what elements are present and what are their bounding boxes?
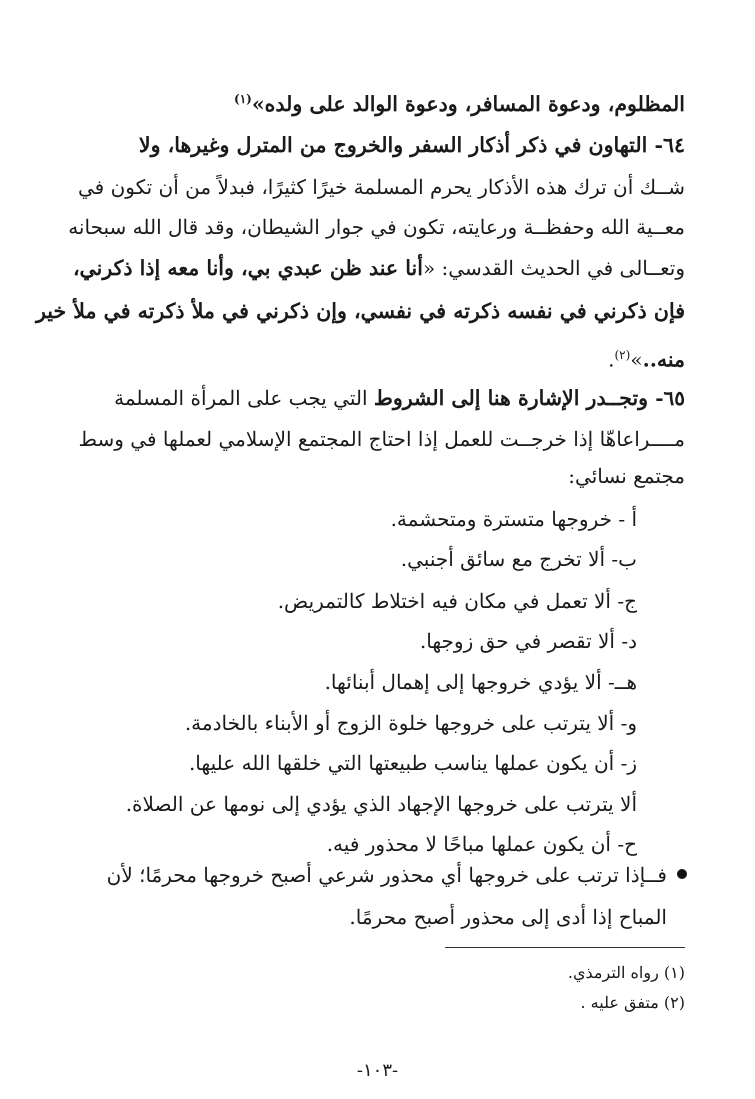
footnote-ref: (٢) bbox=[614, 348, 631, 362]
condition-item: و- ألا يترتب على خروجها خلوة الزوج أو الأبناء بالخادمة. bbox=[184, 711, 637, 735]
footnote-divider bbox=[445, 947, 685, 948]
paragraph-line: شــك أن ترك هذه الأذكار يحرم المسلمة خيرًا كثيرًا، فبدلاً من أن تكون في bbox=[77, 175, 685, 199]
condition-item: هــ- ألا يؤدي خروجها إلى إهمال أبنائها. bbox=[324, 670, 637, 694]
quote-close: » bbox=[630, 347, 643, 372]
hadith-text: منه.. bbox=[642, 347, 685, 372]
bullet-line: المباح إذا أدى إلى محذور أصبح محرمًا. bbox=[349, 905, 667, 929]
condition-item: أ - خروجها متسترة ومتحشمة. bbox=[390, 507, 637, 531]
page-number: -١٠٣- bbox=[356, 1060, 399, 1081]
paragraph-line: مجتمع نسائي: bbox=[568, 464, 685, 488]
line-text: التهاون في ذكر أذكار السفر والخروج من المترل وغيرها، ولا bbox=[138, 133, 655, 157]
footnote: (١) رواه الترمذي. bbox=[567, 963, 685, 982]
paragraph-line: مــــراعاهّا إذا خرجــت للعمل إذا احتاج المجتمع الإسلامي لعملها في وسط bbox=[78, 427, 685, 451]
condition-item: ج- ألا تعمل في مكان فيه اختلاط كالتمريض. bbox=[277, 589, 637, 613]
footnote: (٢) متفق عليه . bbox=[580, 993, 685, 1012]
paragraph-line bbox=[234, 84, 685, 119]
paragraph-line bbox=[73, 253, 685, 283]
line-text: وتجــدر الإشارة هنا إلى الشروط bbox=[373, 386, 656, 410]
hadith-text: أنا عند ظن عبدي بي، وأنا معه إذا ذكرني، bbox=[72, 256, 423, 280]
line-text: التي يجب على المرأة المسلمة bbox=[114, 386, 374, 410]
footnote-ref: (١) bbox=[234, 92, 252, 106]
item-number: ٦٤- bbox=[654, 133, 685, 157]
line-text: وتعــالى في الحديث القدسي: « bbox=[422, 256, 685, 280]
period: . bbox=[608, 347, 615, 372]
paragraph-64-heading bbox=[139, 130, 685, 160]
bullet-line: فــإذا ترتب على خروجها أي محذور شرعي أصبح خروجها محرمًا؛ لأن bbox=[106, 863, 667, 887]
paragraph-line: معــية الله وحفظــة ورعايته، تكون في جوار الشيطان، وقد قال الله سبحانه bbox=[68, 215, 685, 239]
paragraph-65-heading bbox=[114, 383, 685, 413]
condition-item: ز- أن يكون عملها يناسب طبيعتها التي خلقها الله عليها. bbox=[188, 751, 637, 775]
condition-item: د- ألا تقصر في حق زوجها. bbox=[419, 629, 637, 653]
paragraph-line bbox=[608, 340, 685, 375]
condition-item: ب- ألا تخرج مع سائق أجنبي. bbox=[400, 547, 637, 571]
condition-item: ح- أن يكون عملها مباحًا لا محذور فيه. bbox=[326, 832, 637, 856]
item-number: ٦٥- bbox=[655, 386, 685, 410]
line-text: المظلوم، ودعوة المسافر، ودعوة الوالد على ولده» bbox=[251, 91, 685, 116]
hadith-line: فإن ذكرني في نفسه ذكرته في نفسي، وإن ذكرني في ملأ ذكرته في ملأ خير bbox=[35, 299, 685, 323]
bullet-icon bbox=[677, 869, 687, 879]
condition-item: ألا يترتب على خروجها الإجهاد الذي يؤدي إلى نومها عن الصلاة. bbox=[125, 792, 637, 816]
